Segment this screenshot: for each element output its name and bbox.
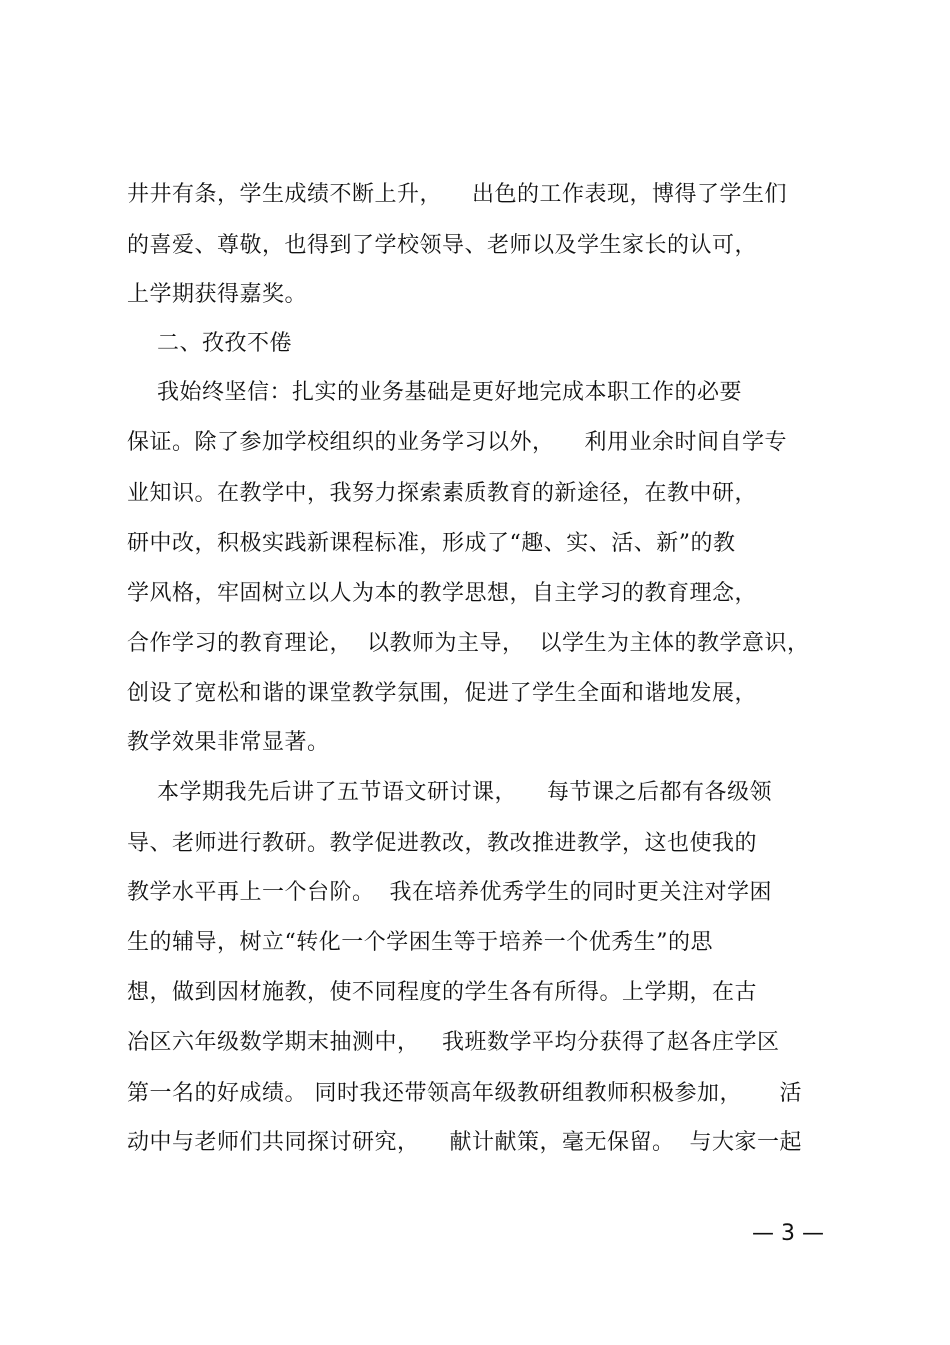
- text-line: 生的辅导，树立“转化一个学困生等于培养一个优秀生”的思: [127, 930, 713, 955]
- text-line: 教学效果非常显著。: [127, 730, 330, 755]
- text-line: 合作学习的教育理论， 以教师为主导， 以学生为主体的教学意识，: [127, 631, 810, 656]
- page-number: — 3 —: [752, 1221, 824, 1246]
- text-line: 我始终坚信：扎实的业务基础是更好地完成本职工作的必要: [127, 380, 742, 405]
- text-line: 研中改，积极实践新课程标准，形成了“趣、实、活、新”的教: [127, 531, 736, 556]
- text-line: 冶区六年级数学期末抽测中， 我班数学平均分获得了赵各庄学区: [127, 1030, 780, 1055]
- section-heading: 二、孜孜不倦: [127, 331, 292, 356]
- text-line: 上学期获得嘉奖。: [127, 282, 308, 307]
- text-line: 学风格，牢固树立以人为本的教学思想，自主学习的教育理念，: [127, 581, 758, 606]
- text-line: 保证。除了参加学校组织的业务学习以外， 利用业余时间自学专: [127, 430, 787, 455]
- text-line: 第一名的好成绩。 同时我还带领高年级教研组教师积极参加， 活: [127, 1081, 802, 1106]
- text-line: 业知识。在教学中，我努力探索素质教育的新途径，在教中研，: [127, 481, 758, 506]
- text-line: 井井有条，学生成绩不断上升， 出色的工作表现，博得了学生们: [127, 182, 787, 207]
- text-line: 动中与老师们共同探讨研究， 献计献策，毫无保留。 与大家一起: [127, 1130, 802, 1155]
- text-line: 本学期我先后讲了五节语文研讨课， 每节课之后都有各级领: [127, 780, 772, 805]
- text-line: 想，做到因材施教，使不同程度的学生各有所得。上学期，在古: [127, 980, 758, 1005]
- text-line: 导、老师进行教研。教学促进教改，教改推进教学，这也使我的: [127, 831, 758, 856]
- text-line: 教学水平再上一个台阶。 我在培养优秀学生的同时更关注对学困: [127, 880, 772, 905]
- text-line: 的喜爱、尊敬，也得到了学校领导、老师以及学生家长的认可，: [127, 233, 758, 258]
- text-line: 创设了宽松和谐的课堂教学氛围，促进了学生全面和谐地发展，: [127, 681, 758, 706]
